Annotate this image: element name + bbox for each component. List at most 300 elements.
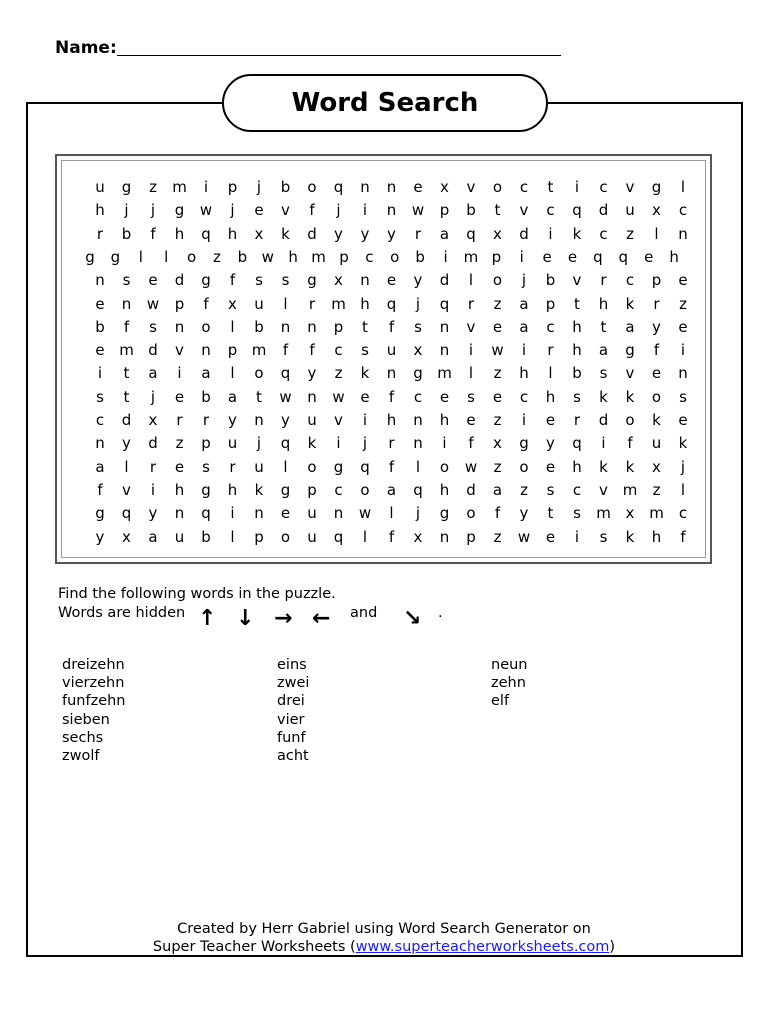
word-item: sieben — [62, 711, 110, 728]
grid-letter: g — [413, 364, 423, 383]
grid-letter: g — [85, 247, 95, 266]
grid-letter: n — [386, 364, 397, 383]
grid-letter: t — [547, 178, 554, 196]
grid-letter: m — [463, 247, 479, 266]
grid-letter: q — [572, 434, 582, 453]
grid-letter: i — [336, 434, 341, 453]
grid-letter: n — [439, 341, 450, 360]
grid-letter: u — [307, 504, 317, 523]
grid-letter: d — [439, 271, 450, 290]
grid-letter: a — [386, 480, 397, 499]
grid-letter: l — [362, 527, 368, 546]
grid-letter: b — [201, 387, 211, 406]
grid-letter: k — [678, 434, 688, 453]
grid-letter: p — [227, 341, 238, 360]
grid-letter: z — [334, 364, 343, 383]
grid-letter: y — [148, 504, 158, 523]
grid-letter: w — [146, 294, 160, 313]
grid-letter: k — [254, 480, 264, 499]
grid-letter: r — [573, 411, 581, 429]
grid-letter: y — [387, 224, 396, 243]
grid-letter: i — [442, 434, 447, 453]
grid-letter: e — [492, 387, 503, 406]
grid-inner-border — [61, 160, 706, 558]
grid-letter: c — [413, 387, 423, 406]
grid-letter: b — [237, 247, 248, 266]
grid-letter: a — [598, 341, 609, 360]
grid-letter: a — [519, 317, 529, 336]
grid-letter: d — [466, 480, 476, 499]
grid-letter: m — [119, 341, 134, 360]
grid-letter: g — [651, 178, 662, 196]
grid-letter: w — [261, 247, 274, 266]
grid-letter: c — [678, 504, 688, 523]
grid-letter: p — [545, 294, 556, 313]
grid-letter: g — [201, 480, 211, 499]
name-label: Name: — [55, 38, 117, 58]
grid-letter: t — [494, 201, 501, 220]
grid-letter: y — [546, 434, 555, 453]
grid-letter: f — [309, 201, 315, 220]
grid-letter: n — [201, 341, 211, 360]
word-item: sechs — [62, 729, 104, 746]
grid-letter: l — [138, 247, 143, 266]
grid-letter: x — [254, 224, 264, 243]
word-search-grid — [55, 154, 712, 564]
grid-letter: q — [201, 224, 211, 243]
grid-letter: e — [95, 341, 105, 360]
word-item: acht — [277, 748, 309, 765]
grid-letter: a — [492, 480, 503, 499]
grid-letter: a — [625, 317, 635, 336]
grid-letter: o — [186, 247, 197, 266]
grid-letter: q — [439, 294, 450, 313]
grid-letter: l — [164, 247, 169, 266]
grid-letter: l — [468, 271, 474, 290]
grid-letter: n — [413, 411, 423, 429]
grid-letter: l — [230, 364, 235, 383]
footer-source-prefix: Super Teacher Worksheets ( — [152, 939, 356, 955]
grid-letter: w — [411, 201, 425, 220]
grid-letter: r — [229, 457, 236, 476]
grid-letter: c — [572, 480, 582, 499]
grid-letter: x — [413, 341, 423, 360]
grid-letter: e — [678, 271, 688, 290]
grid-letter: u — [307, 527, 317, 546]
grid-letter: i — [574, 527, 580, 546]
grid-letter: f — [229, 271, 236, 290]
word-list-column-1 — [62, 656, 126, 765]
grid-letter: x — [228, 294, 237, 313]
grid-letter: i — [150, 480, 156, 499]
grid-letter: p — [254, 527, 264, 546]
grid-letter: c — [625, 271, 635, 290]
grid-letter: e — [148, 271, 158, 290]
word-item: dreizehn — [62, 657, 125, 673]
word-item: zwei — [277, 675, 310, 692]
grid-letter: l — [654, 224, 659, 243]
grid-letter: i — [362, 411, 368, 429]
grid-letter: a — [95, 457, 105, 476]
grid-letter: m — [437, 364, 452, 383]
grid-letter: s — [546, 480, 555, 499]
grid-letter: n — [254, 504, 264, 523]
grid-letter: p — [227, 178, 238, 196]
word-item: funfzehn — [62, 693, 126, 710]
grid-row — [62, 479, 705, 502]
grid-letter: m — [622, 480, 638, 499]
grid-row — [62, 526, 705, 549]
grid-row — [62, 246, 705, 269]
grid-letter: f — [203, 294, 209, 313]
grid-letter: h — [174, 480, 185, 499]
grid-letter: k — [599, 457, 608, 476]
grid-letter: s — [281, 271, 290, 290]
grid-letter: s — [573, 387, 581, 406]
grid-letter: h — [174, 224, 185, 243]
grid-letter: q — [593, 247, 603, 266]
grid-letter: q — [121, 504, 132, 523]
name-field-line[interactable] — [117, 55, 561, 56]
word-list-column-2 — [277, 656, 309, 765]
grid-letter: r — [467, 294, 475, 313]
grid-letter: i — [601, 434, 606, 453]
grid-letter: n — [386, 201, 397, 220]
grid-letter: g — [439, 504, 450, 523]
grid-letter: h — [360, 294, 370, 313]
grid-letter: e — [567, 247, 578, 266]
grid-letter: s — [599, 364, 608, 383]
grid-letter: o — [390, 247, 400, 266]
grid-letter: j — [680, 457, 686, 476]
grid-letter: s — [599, 527, 608, 546]
grid-letter: h — [572, 341, 582, 360]
grid-row — [62, 362, 705, 385]
grid-letter: w — [491, 341, 504, 360]
grid-letter: h — [288, 247, 298, 266]
grid-letter: i — [177, 364, 182, 383]
grid-letter: t — [547, 504, 554, 523]
grid-letter: i — [519, 247, 524, 266]
word-item: vier — [277, 711, 305, 728]
grid-letter: c — [334, 341, 343, 360]
grid-letter: v — [281, 201, 290, 220]
word-item: zwolf — [62, 748, 100, 765]
grid-letter: m — [311, 247, 326, 266]
grid-letter: s — [573, 504, 581, 523]
grid-letter: i — [548, 224, 553, 243]
grid-letter: m — [251, 341, 267, 360]
grid-letter: e — [360, 387, 370, 406]
grid-letter: k — [625, 527, 635, 546]
grid-letter: w — [279, 387, 292, 406]
grid-letter: l — [124, 457, 129, 476]
arrow-right-icon: → — [274, 606, 293, 631]
grid-letter: x — [493, 224, 502, 243]
grid-letter: k — [625, 294, 635, 313]
grid-letter: o — [651, 387, 662, 406]
grid-letter: i — [521, 341, 527, 360]
grid-letter: e — [466, 411, 476, 429]
grid-letter: x — [413, 527, 423, 546]
grid-letter: d — [307, 224, 317, 243]
grid-letter: j — [256, 434, 262, 453]
grid-letter: f — [150, 224, 156, 243]
grid-letter: c — [519, 387, 529, 406]
grid-letter: e — [174, 387, 185, 406]
grid-letter: h — [227, 480, 238, 499]
grid-letter: f — [388, 387, 395, 406]
grid-letter: c — [546, 201, 555, 220]
grid-letter: j — [256, 178, 262, 196]
grid-letter: o — [280, 527, 291, 546]
grid-letter: q — [466, 224, 476, 243]
grid-letter: f — [123, 317, 130, 336]
grid-letter: n — [254, 411, 264, 429]
grid-letter: k — [625, 457, 635, 476]
grid-letter: e — [95, 294, 105, 313]
grid-letter: o — [492, 178, 503, 196]
grid-letter: s — [414, 317, 422, 336]
grid-letter: o — [439, 457, 450, 476]
grid-letter: m — [596, 504, 611, 523]
grid-letter: e — [413, 178, 423, 196]
grid-letter: f — [282, 341, 289, 360]
grid-letter: v — [625, 364, 635, 383]
grid-letter: l — [283, 457, 288, 476]
grid-letter: q — [280, 364, 291, 383]
grid-letter: h — [386, 411, 397, 429]
grid-letter: n — [360, 178, 370, 196]
grid-letter: q — [413, 480, 423, 499]
grid-letter: q — [618, 247, 629, 266]
grid-letter: b — [545, 271, 556, 290]
grid-letter: x — [122, 527, 131, 546]
grid-letter: y — [652, 317, 661, 336]
grid-letter: j — [362, 434, 368, 453]
grid-letter: n — [95, 434, 105, 453]
grid-letter: x — [652, 457, 661, 476]
grid-letter: l — [680, 178, 686, 196]
grid-row — [62, 199, 705, 222]
grid-letter: v — [572, 271, 582, 290]
footer-link[interactable]: www.superteacherworksheets.com — [355, 939, 610, 955]
grid-letter: p — [339, 247, 349, 266]
grid-row — [62, 456, 705, 479]
grid-letter: g — [95, 504, 105, 523]
grid-letter: z — [652, 480, 661, 499]
grid-letter: e — [545, 457, 556, 476]
grid-letter: h — [572, 457, 582, 476]
grid-letter: q — [360, 457, 370, 476]
grid-letter: j — [415, 294, 421, 313]
page-title: Word Search — [222, 74, 548, 132]
grid-letter: j — [521, 271, 527, 290]
grid-letter: o — [307, 457, 317, 476]
grid-letter: h — [651, 527, 662, 546]
word-item: eins — [277, 657, 307, 673]
grid-letter: e — [386, 271, 397, 290]
grid-letter: j — [150, 387, 156, 406]
grid-letter: i — [443, 247, 448, 266]
grid-letter: r — [547, 341, 554, 360]
grid-letter: p — [333, 317, 344, 336]
instruction-line-2: Words are hidden — [58, 605, 186, 621]
grid-row — [62, 502, 705, 525]
grid-letter: x — [440, 178, 449, 196]
grid-letter: h — [669, 247, 679, 266]
grid-row — [62, 223, 705, 246]
grid-letter: p — [491, 247, 502, 266]
grid-letter: c — [365, 247, 374, 266]
grid-letter: i — [203, 178, 209, 196]
grid-letter: o — [360, 480, 370, 499]
grid-row — [62, 339, 705, 362]
grid-letter: r — [414, 224, 422, 243]
grid-letter: b — [95, 317, 105, 336]
grid-letter: f — [653, 341, 660, 360]
grid-letter: a — [148, 527, 158, 546]
grid-letter: w — [517, 527, 531, 546]
grid-letter: i — [468, 341, 474, 360]
grid-letter: q — [280, 434, 291, 453]
grid-row — [62, 176, 705, 199]
grid-letter: x — [334, 271, 343, 290]
word-item: drei — [277, 693, 305, 710]
grid-letter: u — [651, 434, 662, 453]
grid-letter: r — [600, 271, 607, 290]
grid-letter: e — [492, 317, 503, 336]
grid-letter: z — [520, 480, 528, 499]
grid-letter: v — [334, 411, 343, 429]
grid-letter: r — [202, 411, 210, 429]
grid-letter: s — [255, 271, 263, 290]
grid-letter: g — [519, 434, 529, 453]
grid-letter: z — [679, 294, 687, 313]
word-item: neun — [491, 657, 528, 673]
grid-letter: o — [307, 178, 317, 196]
grid-letter: w — [464, 457, 478, 476]
grid-letter: t — [123, 387, 130, 406]
grid-letter: o — [466, 504, 476, 523]
grid-letter: y — [95, 527, 105, 546]
grid-letter: y — [334, 224, 343, 243]
grid-letter: a — [227, 387, 238, 406]
grid-letter: z — [493, 364, 502, 383]
grid-letter: n — [439, 317, 450, 336]
grid-letter: g — [110, 247, 121, 266]
grid-letter: r — [96, 224, 104, 243]
grid-letter: e — [644, 247, 654, 266]
grid-letter: j — [230, 201, 235, 220]
instruction-line-1: Find the following words in the puzzle. — [58, 586, 336, 602]
grid-letter: i — [680, 341, 686, 360]
grid-letter: n — [307, 387, 317, 406]
grid-letter: c — [599, 178, 608, 196]
arrow-diagonal-down-right-icon: ↘ — [403, 606, 422, 631]
grid-letter: h — [598, 294, 609, 313]
grid-row — [62, 269, 705, 292]
grid-letter: c — [599, 224, 608, 243]
word-item: zehn — [491, 675, 526, 692]
grid-letter: z — [493, 294, 502, 313]
grid-letter: v — [625, 178, 635, 196]
grid-letter: v — [599, 480, 608, 499]
grid-letter: h — [227, 224, 238, 243]
grid-letter: s — [467, 387, 475, 406]
grid-letter: a — [201, 364, 211, 383]
grid-letter: q — [201, 504, 211, 523]
grid-letter: k — [599, 387, 608, 406]
grid-letter: t — [123, 364, 130, 383]
grid-letter: b — [121, 224, 132, 243]
grid-letter: g — [307, 271, 317, 290]
grid-letter: i — [97, 364, 103, 383]
grid-row — [62, 316, 705, 339]
grid-letter: q — [386, 294, 397, 313]
grid-letter: k — [652, 411, 661, 429]
grid-letter: l — [283, 294, 288, 313]
grid-letter: o — [519, 457, 529, 476]
grid-letter: d — [519, 224, 529, 243]
grid-letter: n — [121, 294, 132, 313]
grid-letter: v — [175, 341, 184, 360]
grid-letter: y — [228, 411, 237, 429]
grid-letter: g — [625, 341, 635, 360]
grid-letter: p — [651, 271, 662, 290]
grid-letter: s — [122, 271, 131, 290]
grid-letter: m — [331, 294, 346, 313]
grid-letter: n — [333, 504, 344, 523]
word-item: vierzehn — [62, 675, 125, 692]
grid-letter: x — [493, 434, 502, 453]
grid-letter: q — [333, 527, 344, 546]
grid-letter: h — [572, 317, 582, 336]
grid-letter: g — [174, 201, 185, 220]
grid-letter: g — [201, 271, 211, 290]
grid-letter: v — [122, 480, 131, 499]
grid-letter: g — [280, 480, 291, 499]
grid-letter: c — [546, 317, 555, 336]
grid-letter: u — [307, 411, 317, 429]
and-label: and — [350, 605, 378, 621]
grid-letter: t — [574, 294, 580, 313]
grid-letter: n — [413, 434, 423, 453]
grid-letter: t — [600, 317, 607, 336]
grid-letter: b — [201, 527, 211, 546]
grid-letter: l — [230, 317, 235, 336]
grid-letter: l — [468, 364, 474, 383]
grid-letter: e — [542, 247, 552, 266]
grid-letter: x — [148, 411, 158, 429]
grid-letter: k — [360, 364, 370, 383]
grid-letter: y — [360, 224, 370, 243]
grid-letter: o — [201, 317, 211, 336]
grid-letter: d — [148, 341, 158, 360]
grid-letter: r — [653, 294, 660, 313]
grid-letter: p — [201, 434, 211, 453]
grid-letter: r — [149, 457, 157, 476]
arrow-left-icon: ← — [312, 606, 331, 631]
grid-letter: e — [280, 504, 291, 523]
grid-letter: v — [466, 178, 476, 196]
grid-letter: r — [308, 294, 316, 313]
grid-letter: n — [360, 271, 370, 290]
grid-letter: a — [439, 224, 450, 243]
word-item: funf — [277, 729, 306, 746]
grid-letter: d — [121, 411, 132, 429]
grid-letter: t — [256, 387, 262, 406]
